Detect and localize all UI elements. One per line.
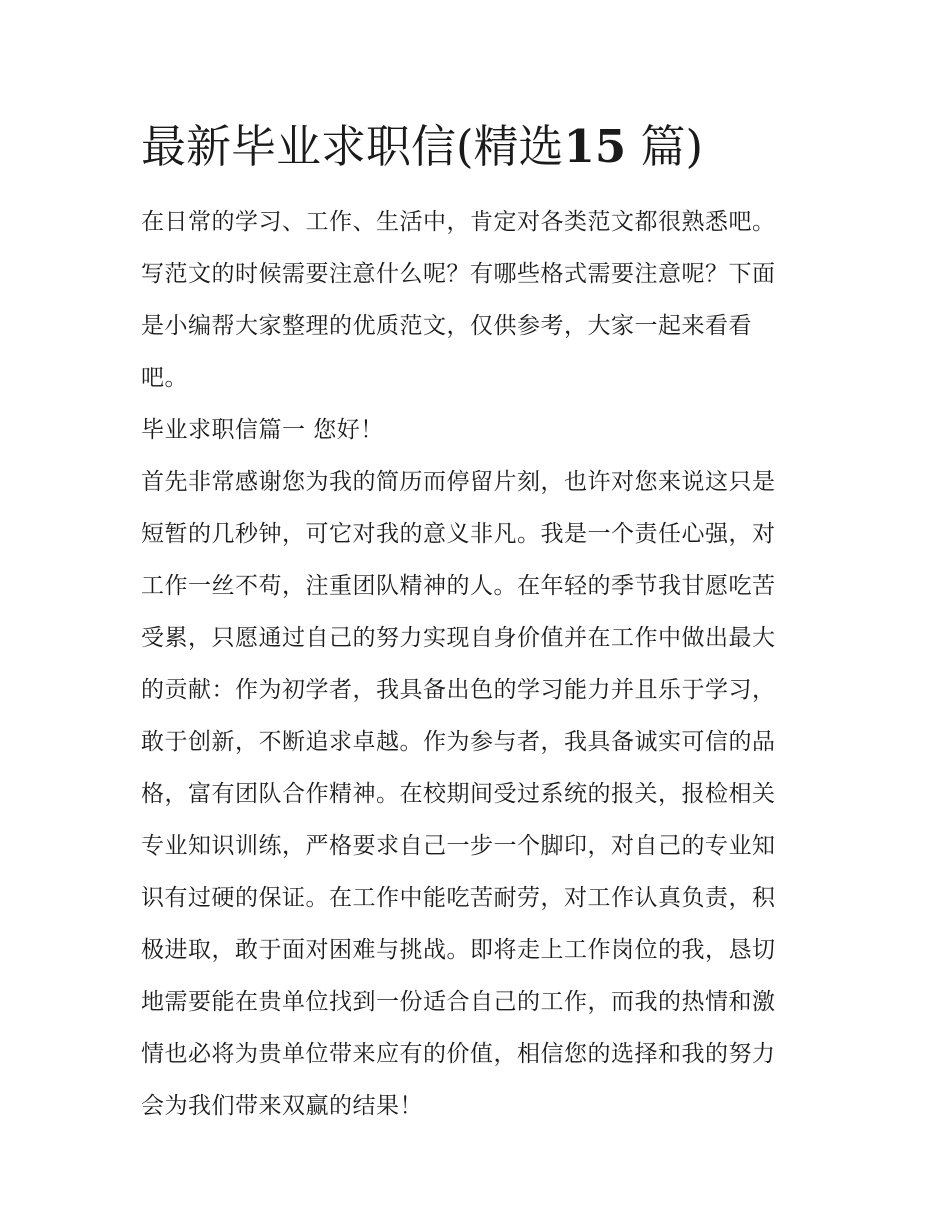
title-suffix: 篇)	[640, 120, 704, 173]
body-line: 敢于创新，不断追求卓越。作为参与者，我具备诚实可信的品	[141, 729, 776, 755]
body-line: 情也必将为贵单位带来应有的价值，相信您的选择和我的努力	[141, 1041, 776, 1067]
body-line: 会为我们带来双赢的结果！	[141, 1093, 423, 1119]
body-line: 地需要能在贵单位找到一份适合自己的工作，而我的热情和激	[141, 989, 776, 1015]
title-number: 15	[563, 120, 627, 173]
body-line: 的贡献：作为初学者，我具备出色的学习能力并且乐于学习，	[141, 677, 776, 703]
body-line: 受累，只愿通过自己的努力实现自身价值并在工作中做出最大	[141, 625, 776, 651]
body-line: 短暂的几秒钟，可它对我的意义非凡。我是一个责任心强，对	[141, 521, 776, 547]
intro-paragraph	[141, 196, 821, 404]
section-heading	[141, 404, 821, 456]
body-line: 格，富有团队合作精神。在校期间受过系统的报关，报检相关	[141, 781, 776, 807]
intro-line: 在日常的学习、工作、生活中，肯定对各类范文都很熟悉吧。	[141, 209, 776, 235]
body-line: 极进取，敢于面对困难与挑战。即将走上工作岗位的我，恳切	[141, 937, 776, 963]
body-line: 识有过硬的保证。在工作中能吃苦耐劳，对工作认真负责，积	[141, 885, 776, 911]
document-content	[141, 112, 821, 1132]
intro-line: 吧。	[141, 365, 188, 391]
section-heading-text: 毕业求职信篇一 您好！	[141, 417, 384, 443]
title-main: 最新毕业求职信(精选	[141, 120, 564, 173]
body-line: 工作一丝不苟，注重团队精神的人。在年轻的季节我甘愿吃苦	[141, 573, 776, 599]
intro-line: 写范文的时候需要注意什么呢？有哪些格式需要注意呢？下面	[141, 261, 776, 287]
body-paragraph	[141, 456, 821, 1132]
body-line: 首先非常感谢您为我的简历而停留片刻，也许对您来说这只是	[141, 469, 776, 495]
title-space	[626, 120, 640, 173]
body-line: 专业知识训练，严格要求自己一步一个脚印，对自己的专业知	[141, 833, 776, 859]
intro-line: 是小编帮大家整理的优质范文，仅供参考，大家一起来看看	[141, 313, 752, 339]
document-title	[141, 112, 821, 182]
